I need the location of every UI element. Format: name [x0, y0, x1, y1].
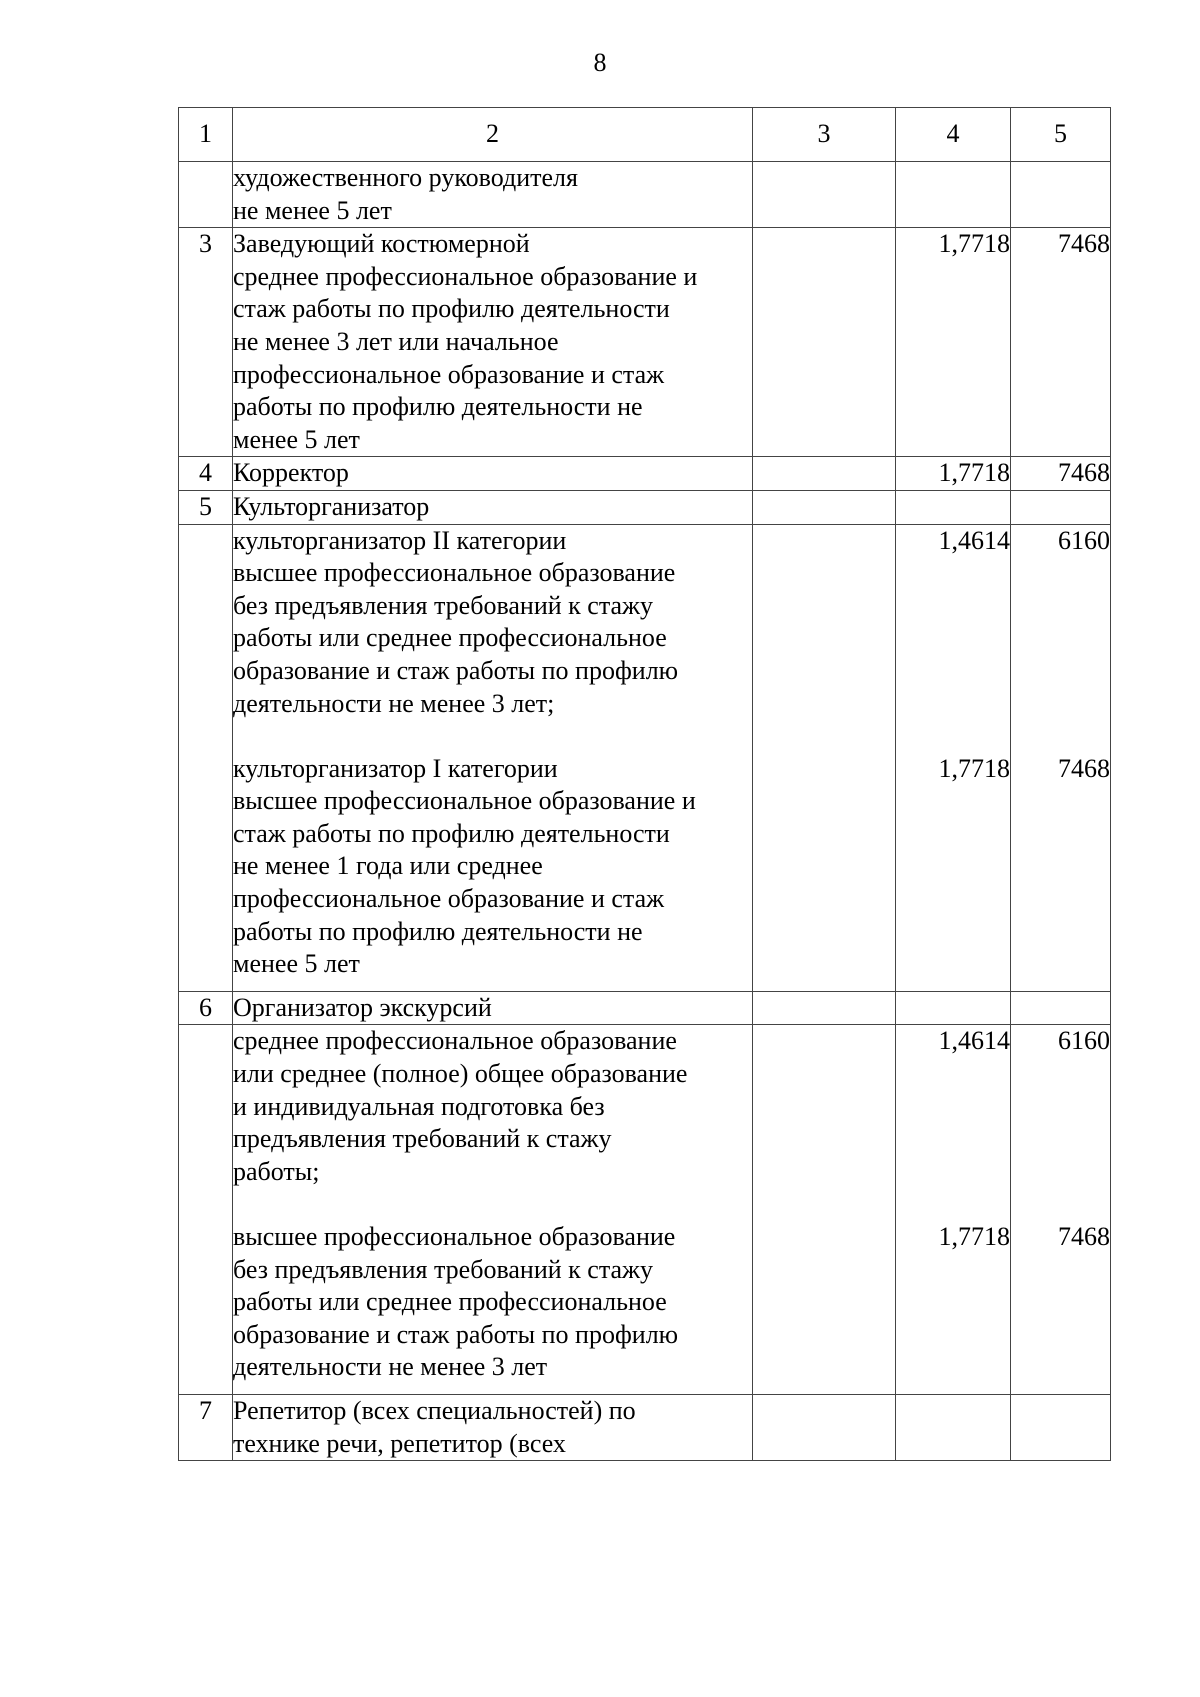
coefficient-value: 1,4614 1,7718	[896, 1025, 1011, 1395]
staff-salary-table	[178, 107, 1111, 1461]
empty-cell	[896, 162, 1011, 228]
table-row-6-title	[179, 991, 1111, 1025]
empty-cell	[179, 1025, 233, 1395]
table-row-5-categories	[179, 524, 1111, 991]
empty-cell	[753, 524, 896, 991]
coefficient-value: 1,7718	[896, 457, 1011, 491]
header-cell-1: 1	[179, 108, 233, 162]
header-cell-3: 3	[753, 108, 896, 162]
empty-cell	[1011, 162, 1111, 228]
table-row-6-requirements	[179, 1025, 1111, 1395]
position-title: Культорганизатор	[233, 490, 753, 524]
row-number: 3	[179, 228, 233, 457]
position-title: Организатор экскурсий	[233, 991, 753, 1025]
empty-cell	[753, 1394, 896, 1460]
salary-value: 6160 7468	[1011, 524, 1111, 991]
position-description: художественного руководителя не менее 5 лет	[233, 162, 753, 228]
empty-cell	[1011, 1394, 1111, 1460]
empty-cell	[753, 162, 896, 228]
header-cell-5: 5	[1011, 108, 1111, 162]
empty-cell	[179, 524, 233, 991]
table-row-3	[179, 228, 1111, 457]
row-number: 7	[179, 1394, 233, 1460]
table-row-continuation	[179, 162, 1111, 228]
empty-cell	[1011, 991, 1111, 1025]
empty-cell	[753, 228, 896, 457]
position-description: культорганизатор II категории высшее профессиональное образование без предъявления требований к стажу работы или среднее профессиональное образование и стаж работы по профилю деятельности не менее 3 лет; культорганизатор I категории высшее профессиональное образование и стаж работы по профилю деятельности не менее 1 года или среднее профессиональное образование и стаж работы по профилю деятельности не менее 5 лет	[233, 524, 753, 991]
header-cell-2: 2	[233, 108, 753, 162]
position-description: Заведующий костюмерной среднее профессиональное образование и стаж работы по профилю деятельности не менее 3 лет или начальное профессиональное образование и стаж работы по профилю деятельности не менее 5 лет	[233, 228, 753, 457]
salary-value: 7468	[1011, 457, 1111, 491]
row-number: 5	[179, 490, 233, 524]
table-row-7	[179, 1394, 1111, 1460]
table-row-4	[179, 457, 1111, 491]
salary-value: 6160 7468	[1011, 1025, 1111, 1395]
row-number: 4	[179, 457, 233, 491]
empty-cell	[896, 1394, 1011, 1460]
row-number-cell	[179, 162, 233, 228]
empty-cell	[753, 457, 896, 491]
empty-cell	[1011, 490, 1111, 524]
page-number: 8	[593, 48, 607, 77]
row-number: 6	[179, 991, 233, 1025]
table-row-5-title	[179, 490, 1111, 524]
empty-cell	[753, 490, 896, 524]
table-header-row	[179, 108, 1111, 162]
empty-cell	[753, 991, 896, 1025]
position-title: Корректор	[233, 457, 753, 491]
header-cell-4: 4	[896, 108, 1011, 162]
coefficient-value: 1,7718	[896, 228, 1011, 457]
empty-cell	[896, 991, 1011, 1025]
salary-value: 7468	[1011, 228, 1111, 457]
coefficient-value: 1,4614 1,7718	[896, 524, 1011, 991]
empty-cell	[753, 1025, 896, 1395]
position-description: Репетитор (всех специальностей) по технике речи, репетитор (всех	[233, 1394, 753, 1460]
empty-cell	[896, 490, 1011, 524]
position-description: среднее профессиональное образование или среднее (полное) общее образование и индивидуальная подготовка без предъявления требований к стажу работы; высшее профессиональное образование без предъявления требований к стажу работы или среднее профессиональное образование и стаж работы по профилю деятельности не менее 3 лет	[233, 1025, 753, 1395]
